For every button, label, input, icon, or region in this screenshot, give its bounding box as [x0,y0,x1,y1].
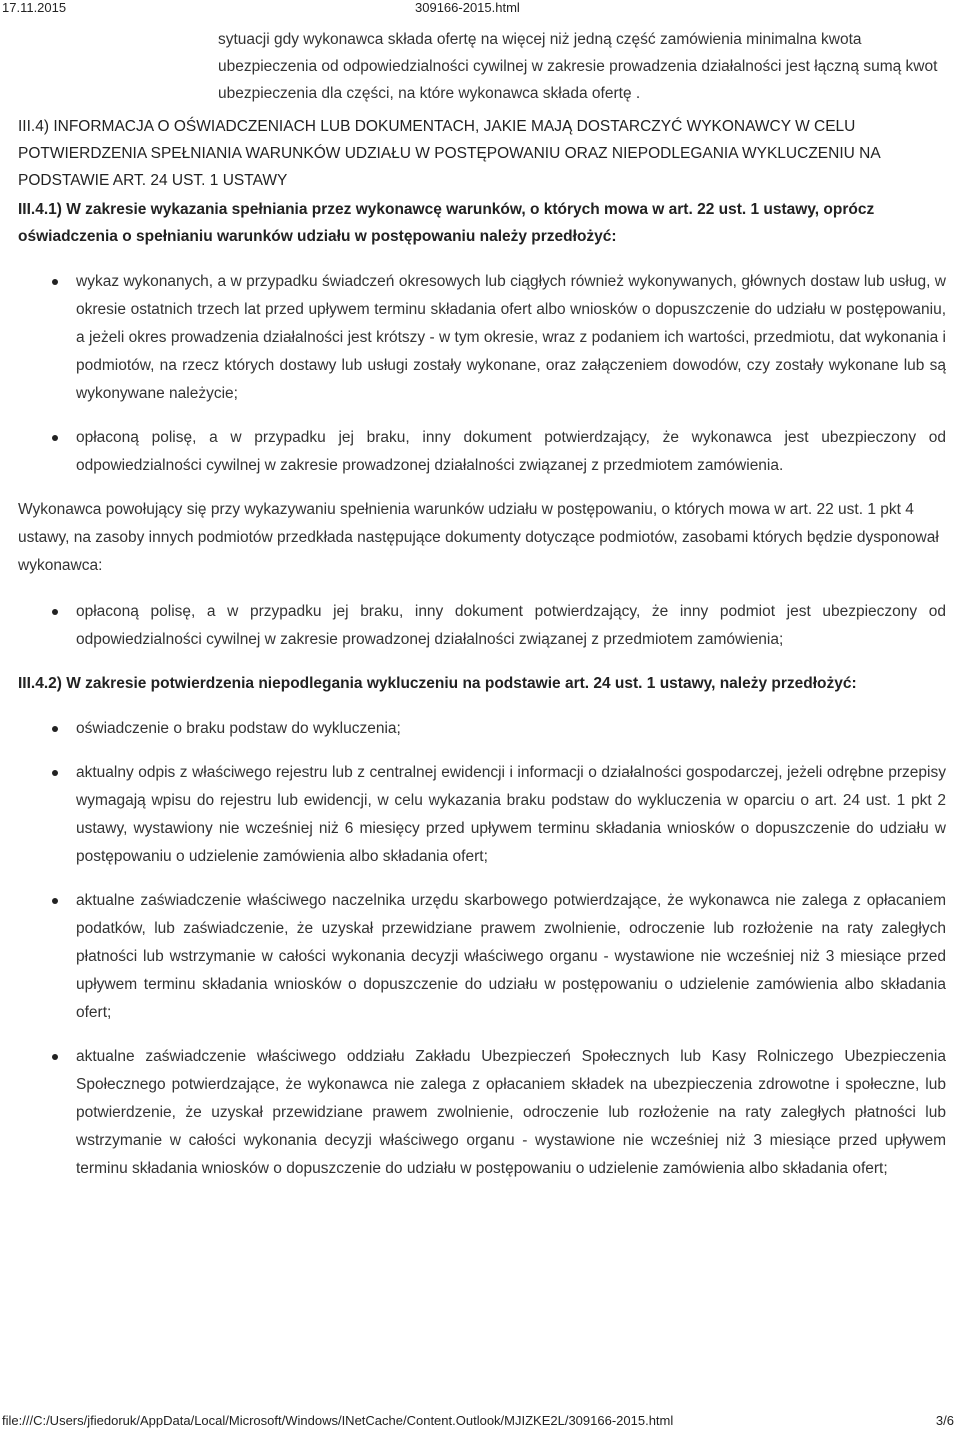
subsection-heading-2 [18,670,946,697]
requirements-list-2 [18,598,946,654]
bullet-icon [52,609,58,615]
page-number: 3/6 [935,1413,954,1428]
subsection-heading-2-text: III.4.2) W zakresie potwierdzenia niepodlegania wykluczeniu na podstawie art. 24 ust. 1 ustawy, należy przedłożyć: [18,675,857,692]
list-item [18,715,946,743]
document-content [18,26,946,1199]
list-item-text: oświadczenie o braku podstaw do wykluczenia; [76,720,401,737]
list-item [18,887,946,1027]
requirements-list-3 [18,715,946,1183]
print-date: 17.11.2015 [2,0,67,15]
subsection-heading-1 [18,196,946,250]
bullet-icon [52,770,58,776]
section-heading: III.4) INFORMACJA O OŚWIADCZENIACH LUB DOKUMENTACH, JAKIE MAJĄ DOSTARCZYĆ WYKONAWCY W CELU POTWIERDZENIA SPEŁNIANIA WARUNKÓW UDZIAŁU W POSTĘPOWANIU ORAZ NIEPODLEGANIA WYKLUCZENIU NA PODSTAWIE ART. 24 UST. 1 USTAWY [18,118,880,189]
bullet-icon [52,898,58,904]
file-path: file:///C:/Users/jfiedoruk/AppData/Local/Microsoft/Windows/INetCache/Content.Outlook/MJIZKE2L/309166-2015.html [2,1413,674,1428]
list-item [18,1043,946,1183]
print-filename: 309166-2015.html [415,0,520,15]
bullet-icon [52,279,58,285]
print-footer [0,1413,960,1431]
intro-paragraph: sytuacji gdy wykonawca składa ofertę na więcej niż jedną część zamówienia minimalna kwota ubezpieczenia od odpowiedzialności cywilnej w zakresie prowadzenia działalności jest łączną sumą kwot ubezpieczenia dla części, na które wykonawca składa ofertę . [218,31,938,102]
list-item [18,424,946,480]
list-item-text: aktualny odpis z właściwego rejestru lub z centralnej ewidencji i informacji o działalności gospodarczej, jeżeli odrębne przepisy wymagają wpisu do rejestru lub ewidencji, w celu wykazania braku podstaw do wykluczenia w oparciu o art. 24 ust. 1 pkt 2 ustawy, wystawiony nie wcześniej niż 6 miesięcy przed upływem terminu składania wniosków o dopuszczenie do udziału w postępowaniu o udzielenie zamówienia albo składania ofert; [76,764,946,865]
list-item [18,268,946,408]
list-item [18,598,946,654]
requirements-list-1 [18,268,946,480]
list-item-text: opłaconą polisę, a w przypadku jej braku, inny dokument potwierdzający, że inny podmiot jest ubezpieczony od odpowiedzialności cywilnej w zakresie prowadzonej działalności związanej z przedmiotem zamówienia; [76,603,946,648]
list-item-text: aktualne zaświadczenie właściwego oddziału Zakładu Ubezpieczeń Społecznych lub Kasy Rolniczego Ubezpieczenia Społecznego potwierdzające, że wykonawca nie zalega z opłacaniem składek na ubezpieczenia zdrowotne i społeczne, lub potwierdzenie, że uzyskał przewidziane prawem zwolnienie, odroczenie lub rozłożenie na raty zaległych płatności lub wstrzymanie w całości wykonania decyzji właściwego organu - wystawione nie wcześniej niż 3 miesiące przed upływem terminu składania wniosków o dopuszczenie do udziału w postępowaniu o udzielenie zamówienia albo składania ofert; [76,1048,946,1177]
bullet-icon [52,435,58,441]
list-item-text: wykaz wykonanych, a w przypadku świadczeń okresowych lub ciągłych również wykonywanych, głównych dostaw lub usług, w okresie ostatnich trzech lat przed upływem terminu składania ofert albo wniosków o dopuszczenie do udziału w postępowaniu, a jeżeli okres prowadzenia działalności jest krótszy - w tym okresie, wraz z podaniem ich wartości, przedmiotu, dat wykonania i podmiotów, na rzecz których dostawy lub usługi zostały wykonane, oraz załączeniem dowodów, czy zostały wykonane lub są wykonywane należycie; [76,273,946,402]
resources-paragraph: Wykonawca powołujący się przy wykazywaniu spełnienia warunków udziału w postępowaniu, o których mowa w art. 22 ust. 1 pkt 4 ustawy, na zasoby innych podmiotów przedkłada następujące dokumenty dotyczące podmiotów, zasobami których będzie dysponował wykonawca: [18,501,939,574]
print-header [0,0,960,18]
subsection-heading-1-text: III.4.1) W zakresie wykazania spełniania przez wykonawcę warunków, o których mowa w art. 22 ust. 1 ustawy, oprócz oświadczenia o spełnianiu warunków udziału w postępowaniu należy przedłożyć: [18,201,875,245]
list-item-text: opłaconą polisę, a w przypadku jej braku, inny dokument potwierdzający, że wykonawca jest ubezpieczony od odpowiedzialności cywilnej w zakresie prowadzonej działalności związanej z przedmiotem zamówienia. [76,429,946,474]
list-item [18,759,946,871]
bullet-icon [52,1054,58,1060]
bullet-icon [52,726,58,732]
list-item-text: aktualne zaświadczenie właściwego naczelnika urzędu skarbowego potwierdzające, że wykonawca nie zalega z opłacaniem podatków, lub zaświadczenie, że uzyskał przewidziane prawem zwolnienie, odroczenie lub rozłożenie na raty zaległych płatności lub wstrzymanie w całości wykonania decyzji właściwego organu - wystawione nie wcześniej niż 3 miesiące przed upływem terminu składania wniosków o dopuszczenie do udziału w postępowaniu o udzielenie zamówienia albo składania ofert; [76,892,946,1021]
